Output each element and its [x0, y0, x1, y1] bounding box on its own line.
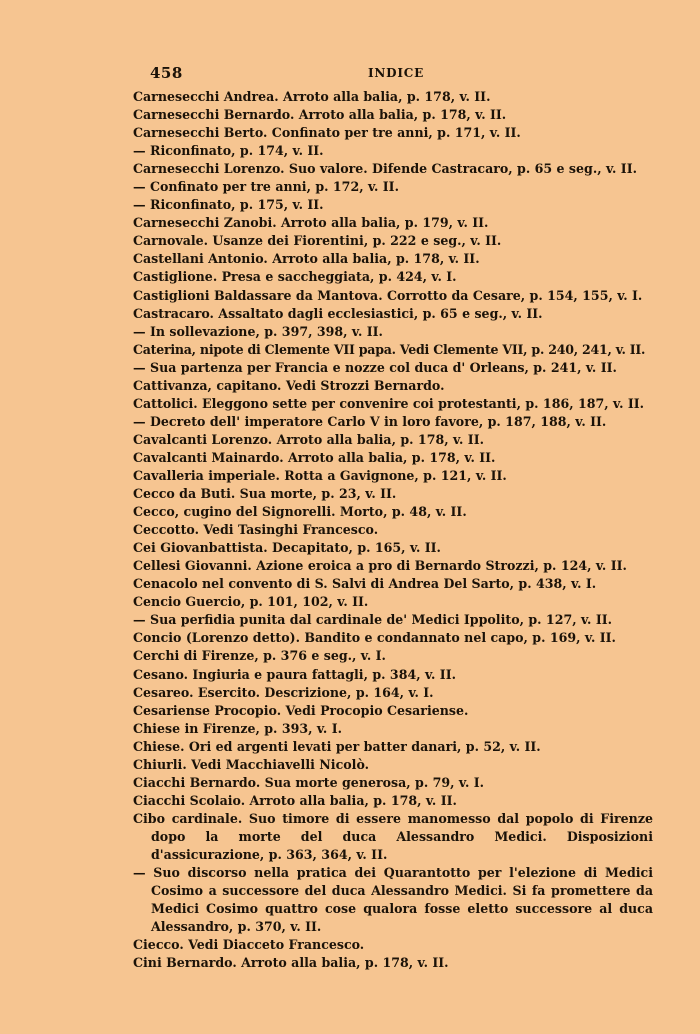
index-entry: Cecco, cugino del Signorelli. Morto, p. 48, v. II. — [133, 504, 467, 520]
index-entry: Chiese. Ori ed argenti levati per batter danari, p. 52, v. II. — [133, 738, 541, 754]
index-entry: Carnesecchi Lorenzo. Suo valore. Difende Castracaro, p. 65 e seg., v. II. — [133, 161, 637, 177]
index-entry: Cesariense Procopio. Vedi Procopio Cesariense. — [133, 702, 469, 718]
index-entry: Cencio Guercio, p. 101, 102, v. II. — [133, 594, 369, 610]
index-entry: — Sua perfidia punita dal cardinale de' Medici Ippolito, p. 127, v. II. — [133, 612, 612, 628]
page-header — [0, 64, 700, 84]
index-entry: — In sollevazione, p. 397, 398, v. II. — [133, 323, 383, 339]
index-entry: Cavalcanti Mainardo. Arroto alla balia, p. 178, v. II. — [133, 449, 496, 465]
index-entry: Cibo cardinale. Suo timore di essere manomesso dal popolo di Firenze dopo la morte del duca Alessandro Medici. Disposizioni d'assicurazione, p. 363, 364, v. II. — [133, 810, 653, 862]
index-entry: Cavalleria imperiale. Rotta a Gavignone, p. 121, v. II. — [133, 467, 507, 483]
index-entry: Carnesecchi Berto. Confinato per tre anni, p. 171, v. II. — [133, 125, 521, 141]
index-entry: Ciecco. Vedi Diacceto Francesco. — [133, 937, 365, 953]
index-entry: Chiurli. Vedi Macchiavelli Nicolò. — [133, 756, 370, 772]
index-entry: Ciacchi Scolaio. Arroto alla balia, p. 178, v. II. — [133, 792, 457, 808]
index-entry: Castiglioni Baldassare da Mantova. Corrotto da Cesare, p. 154, 155, v. I. — [133, 287, 643, 303]
index-entry: Ceccotto. Vedi Tasinghi Francesco. — [133, 522, 379, 538]
index-entry: Carnovale. Usanze dei Fiorentini, p. 222 e seg., v. II. — [133, 233, 502, 249]
page-number: 458 — [150, 64, 183, 82]
index-entry: Cesareo. Esercito. Descrizione, p. 164, v. I. — [133, 684, 434, 700]
index-entry: Cerchi di Firenze, p. 376 e seg., v. I. — [133, 648, 386, 664]
index-entry: Cesano. Ingiuria e paura fattagli, p. 384, v. II. — [133, 666, 456, 682]
index-entry: Ciacchi Bernardo. Sua morte generosa, p. 79, v. I. — [133, 774, 485, 790]
index-entry: Cellesi Giovanni. Azione eroica a pro di Bernardo Strozzi, p. 124, v. II. — [133, 558, 627, 574]
index-entry: Carnesecchi Bernardo. Arroto alla balia, p. 178, v. II. — [133, 107, 507, 123]
index-entry: Castiglione. Presa e saccheggiata, p. 424, v. I. — [133, 269, 457, 285]
index-entry: Carnesecchi Andrea. Arroto alla balia, p. 178, v. II. — [133, 89, 491, 104]
index-entry: Cavalcanti Lorenzo. Arroto alla balia, p. 178, v. II. — [133, 431, 484, 447]
index-entry: Concio (Lorenzo detto). Bandito e condannato nel capo, p. 169, v. II. — [133, 630, 616, 646]
index-entry: Caterina, nipote di Clemente VII papa. Vedi Clemente VII, p. 240, 241, v. II. — [133, 341, 646, 357]
index-entry: Cattivanza, capitano. Vedi Strozzi Bernardo. — [133, 377, 445, 393]
index-entry: Chiese in Firenze, p. 393, v. I. — [133, 720, 342, 736]
index-entry: Castellani Antonio. Arroto alla balia, p. 178, v. II. — [133, 251, 480, 267]
index-entry: — Riconfinato, p. 175, v. II. — [133, 197, 324, 213]
index-entries — [133, 88, 653, 972]
index-entry: Cini Bernardo. Arroto alla balia, p. 178, v. II. — [133, 955, 449, 971]
index-entry: Cenacolo nel convento di S. Salvi di Andrea Del Sarto, p. 438, v. I. — [133, 576, 597, 592]
index-entry: Carnesecchi Zanobi. Arroto alla balia, p. 179, v. II. — [133, 215, 489, 231]
index-entry: — Sua partenza per Francia e nozze col duca d' Orleans, p. 241, v. II. — [133, 359, 617, 375]
index-entry: — Confinato per tre anni, p. 172, v. II. — [133, 179, 399, 195]
running-title: INDICE — [368, 66, 425, 80]
index-entry: Cei Giovanbattista. Decapitato, p. 165, v. II. — [133, 540, 441, 556]
index-entry: — Suo discorso nella pratica dei Quarantotto per l'elezione di Medici Cosimo a successore del duca Alessandro Medici. Si fa promettere da Medici Cosimo quattro cose qualora fosse eletto successore al duca Alessandro, p. 370, v. II. — [133, 865, 653, 935]
index-entry: — Riconfinato, p. 174, v. II. — [133, 143, 324, 159]
index-entry: — Decreto dell' imperatore Carlo V in loro favore, p. 187, 188, v. II. — [133, 413, 607, 429]
index-entry: Cattolici. Eleggono sette per convenire coi protestanti, p. 186, 187, v. II. — [133, 395, 645, 411]
index-entry: Cecco da Buti. Sua morte, p. 23, v. II. — [133, 486, 397, 502]
index-entry: Castracaro. Assaltato dagli ecclesiastici, p. 65 e seg., v. II. — [133, 305, 543, 321]
